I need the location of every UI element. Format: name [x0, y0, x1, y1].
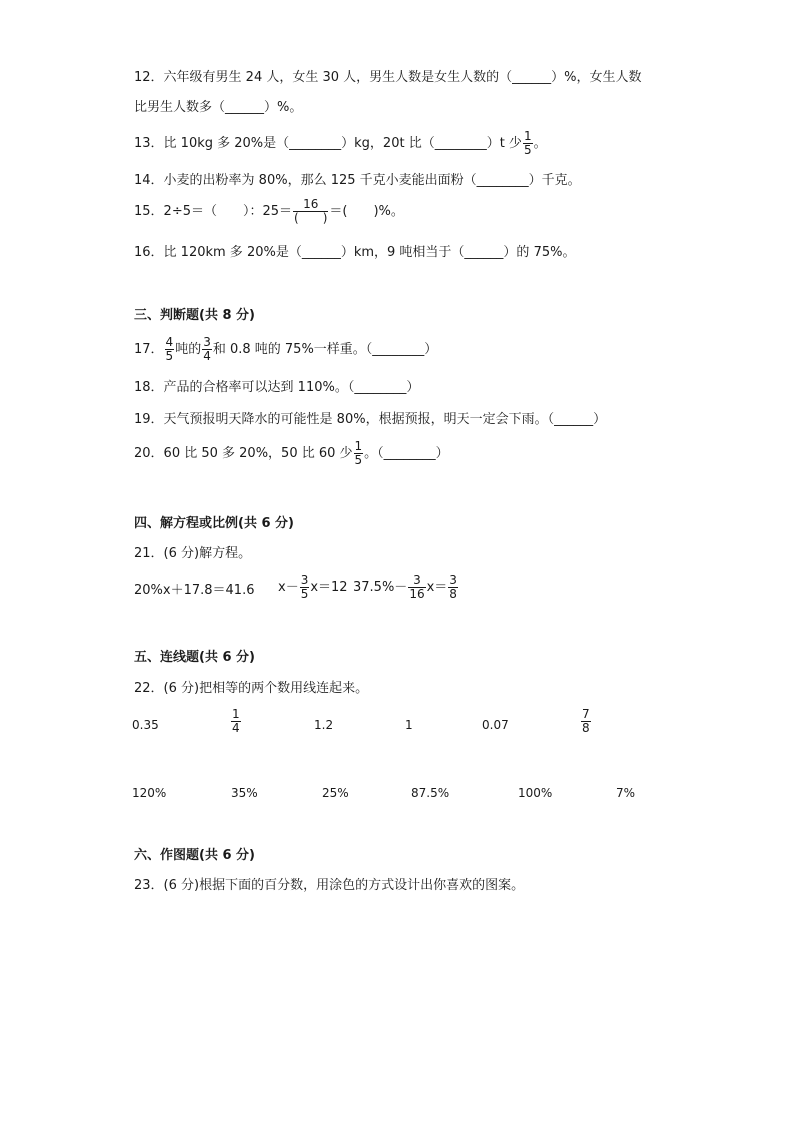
- fraction: [165, 336, 175, 363]
- question-17: [134, 336, 437, 363]
- equation-3-left: 37.5%－: [353, 580, 408, 595]
- fraction: [448, 574, 458, 601]
- match-bottom-item: 100%: [518, 786, 553, 800]
- section-3-title: 三、判断题(共 8 分): [134, 308, 255, 323]
- question-15-end: ＝( )%。: [329, 204, 404, 219]
- match-bottom-item: 120%: [132, 786, 167, 800]
- fraction: [354, 440, 364, 467]
- fraction: [231, 708, 241, 735]
- fraction-numerator: 3: [449, 573, 457, 587]
- match-bottom-item: 87.5%: [411, 786, 450, 800]
- match-top-item: 1.2: [314, 718, 334, 732]
- question-22-prompt: 22．(6 分)把相等的两个数用线连起来。: [134, 681, 369, 696]
- question-20: [134, 440, 449, 467]
- equation-2: [278, 574, 348, 601]
- fraction-numerator: 7: [582, 707, 590, 721]
- fraction-numerator: 3: [300, 573, 309, 587]
- equation-3-mid: x＝: [426, 580, 448, 595]
- fraction-numerator: 3: [413, 573, 421, 587]
- match-top-item: 0.35: [132, 718, 159, 732]
- fraction-denominator: 5: [523, 143, 532, 157]
- question-20-end: 。（________）: [364, 446, 449, 461]
- question-21-prompt: 21．(6 分)解方程。: [134, 546, 252, 561]
- match-bottom-item: 25%: [322, 786, 349, 800]
- equation-2-right: x＝12: [310, 580, 348, 595]
- question-17-end: 和 0.8 吨的 75%一样重。（________）: [212, 342, 438, 357]
- match-top-item: [580, 708, 592, 735]
- fraction-denominator: 8: [449, 587, 457, 601]
- equation-1: 20%x＋17.8＝41.6: [134, 583, 255, 598]
- equation-3: [353, 574, 459, 601]
- question-18: 18．产品的合格率可以达到 110%。（________）: [134, 380, 420, 395]
- section-4-title: 四、解方程或比例(共 6 分): [134, 516, 294, 531]
- fraction-denominator: 16: [409, 587, 425, 601]
- fraction-denominator: 8: [582, 721, 590, 735]
- section-6-title: 六、作图题(共 6 分): [134, 848, 255, 863]
- fraction-denominator: 5: [165, 349, 174, 363]
- fraction: [202, 336, 212, 363]
- fraction-denominator: ( ): [294, 211, 328, 225]
- fraction-numerator: 3: [203, 335, 211, 349]
- fraction-numerator: 16: [303, 197, 319, 211]
- fraction: [293, 198, 328, 225]
- fraction-denominator: 4: [232, 721, 240, 735]
- fraction-numerator: 1: [232, 707, 240, 721]
- question-12-line-2: 比男生人数多（______）%。: [134, 100, 303, 115]
- question-13-text: 13．比 10kg 多 20%是（________）kg，20t 比（________）t 少: [134, 136, 522, 151]
- match-bottom-item: 7%: [616, 786, 636, 800]
- question-13-end: 。: [533, 136, 547, 151]
- fraction: [581, 708, 591, 735]
- match-top-item: [230, 708, 242, 735]
- question-15: [134, 198, 404, 225]
- fraction: [300, 574, 310, 601]
- fraction: [523, 130, 533, 157]
- fraction-numerator: 4: [165, 335, 174, 349]
- question-15-text: 15．2÷5＝（ ）：25＝: [134, 204, 293, 219]
- question-23: 23．(6 分)根据下面的百分数，用涂色的方式设计出你喜欢的图案。: [134, 878, 525, 893]
- fraction-denominator: 4: [203, 349, 211, 363]
- question-20-text: 20．60 比 50 多 20%，50 比 60 少: [134, 446, 353, 461]
- fraction-numerator: 1: [354, 439, 363, 453]
- question-14: 14．小麦的出粉率为 80%，那么 125 千克小麦能出面粉（________）千克。: [134, 173, 581, 188]
- match-top-item: 0.07: [482, 718, 509, 732]
- question-19: 19．天气预报明天降水的可能性是 80%，根据预报，明天一定会下雨。（______）: [134, 412, 607, 427]
- question-12-line-1: 12．六年级有男生 24 人，女生 30 人，男生人数是女生人数的（______）%，女生人数: [134, 70, 642, 85]
- question-17-number: 17．: [134, 342, 164, 357]
- match-top-item: 1: [405, 718, 413, 732]
- question-13: [134, 130, 547, 157]
- question-17-text: 吨的: [175, 342, 202, 357]
- question-16: 16．比 120km 多 20%是（______）km，9 吨相当于（______）的 75%。: [134, 245, 576, 260]
- equation-2-left: x－: [278, 580, 299, 595]
- section-5-title: 五、连线题(共 6 分): [134, 650, 255, 665]
- fraction-denominator: 5: [354, 453, 363, 467]
- fraction-denominator: 5: [300, 587, 309, 601]
- fraction-numerator: 1: [523, 129, 532, 143]
- match-bottom-item: 35%: [231, 786, 258, 800]
- fraction: [408, 574, 425, 601]
